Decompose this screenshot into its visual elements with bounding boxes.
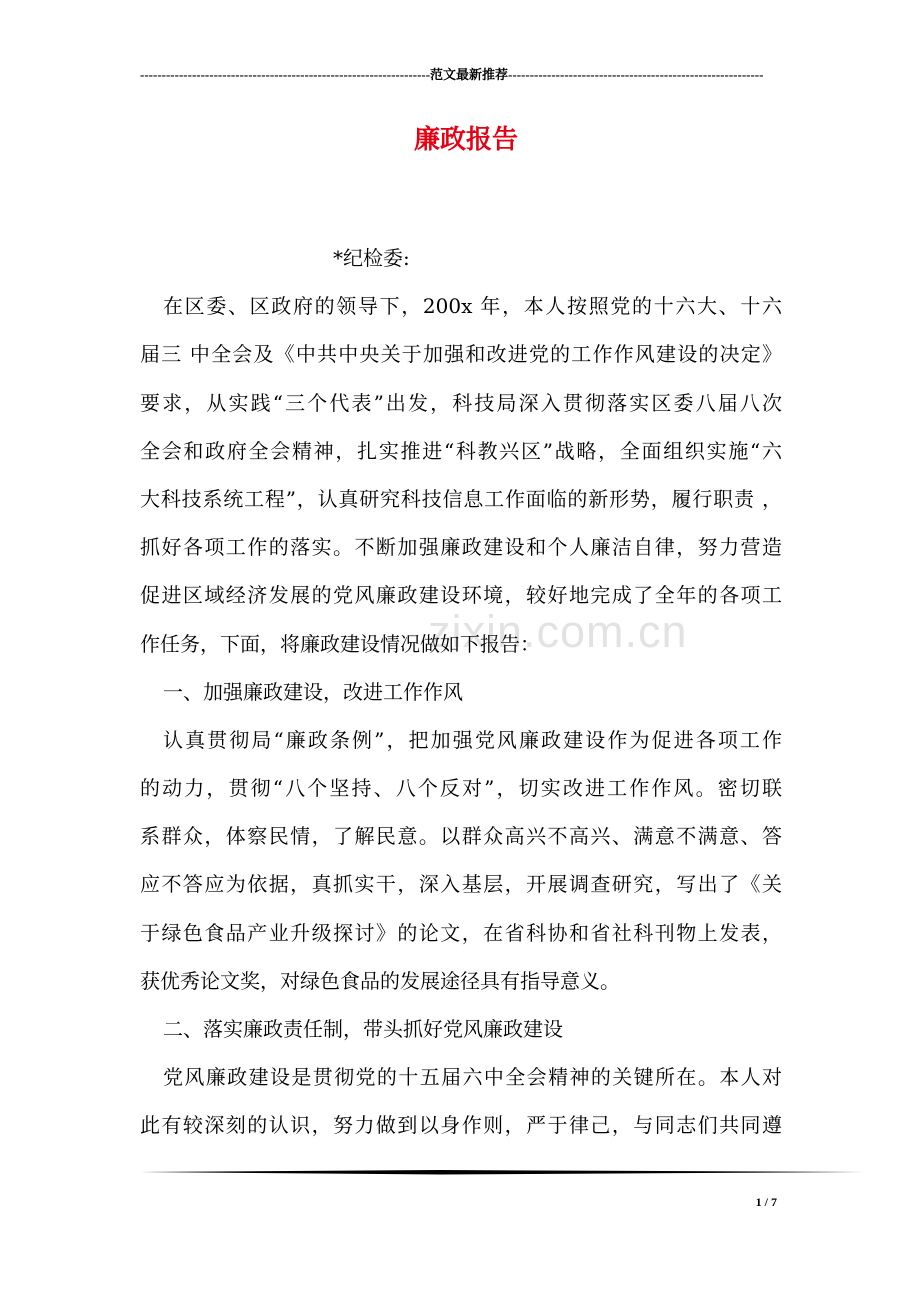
- document-title: 廉政报告: [413, 125, 518, 155]
- body-line: 促进区域经济发展的党风廉政建设环境，较好地完成了全年的各项工: [140, 583, 782, 608]
- body-line: 党风廉政建设是贯彻党的十五届六中全会精神的关键所在。本人对: [163, 1065, 782, 1090]
- body-line: 于绿色食品产业升级探讨》的论文，在省科协和省社科刊物上发表，: [140, 920, 782, 945]
- salutation: *纪检委:: [333, 246, 410, 270]
- body-line: 获优秀论文奖，对绿色食品的发展途径具有指导意义。: [140, 968, 620, 993]
- body-line: 要求，从实践“三个代表”出发，科技局深入贯彻落实区委八届八次: [140, 390, 782, 415]
- body-line: 应不答应为依据，真抓实干，深入基层，开展调查研究，写出了《关: [140, 872, 782, 897]
- body-line: 届三 中全会及《中共中央关于加强和改进党的工作作风建设的决定》: [140, 342, 782, 367]
- body-line: 系群众，体察民情，了解民意。以群众高兴不高兴、满意不满意、答: [140, 824, 782, 849]
- body-line: 在区委、区政府的领导下，200x 年，本人按照党的十六大、十六: [163, 294, 782, 319]
- footer-rule-shape: [140, 1170, 864, 1175]
- body-line: 认真贯彻局“廉政条例”，把加强党风廉政建设作为促进各项工作: [163, 727, 782, 752]
- body-line: 全会和政府全会精神，扎实推进“科教兴区”战略，全面组织实施“六: [140, 438, 782, 463]
- section-heading-2: 二、落实廉政责任制，带头抓好党风廉政建设: [163, 1017, 563, 1041]
- body-line: 的动力，贯彻“八个坚持、八个反对”，切实改进工作作风。密切联: [140, 776, 782, 801]
- section-heading-1: 一、加强廉政建设，改进工作作风: [163, 679, 463, 704]
- watermark: zixin.com.cn: [428, 606, 688, 657]
- body-line: 大科技系统工程”，认真研究科技信息工作面临的新形势，履行职责 ，: [140, 486, 782, 511]
- body-line: 抓好各项工作的落实。不断加强廉政建设和个人廉洁自律，努力营造: [140, 535, 782, 560]
- document-body: [140, 234, 782, 1150]
- body-line: 此有较深刻的认识，努力做到以身作则，严于律己，与同志们共同遵: [140, 1113, 782, 1138]
- page-header: -------------------------------------------------------------------范文最新推荐-----------------------------------------------------------: [140, 67, 764, 82]
- body-line: 作任务，下面，将廉政建设情况做如下报告：: [140, 631, 540, 656]
- footer-rule: [140, 1166, 864, 1178]
- page-number: 1 / 7: [755, 1195, 777, 1209]
